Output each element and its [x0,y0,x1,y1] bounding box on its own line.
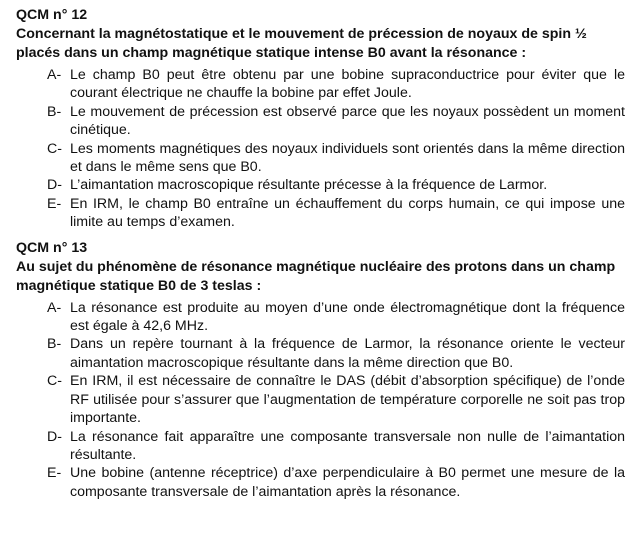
option-letter: D- [47,177,62,194]
option-text: En IRM, le champ B0 entraîne un échauffement du corps humain, ce qui impose une limite au temps d’examen. [70,195,625,231]
qcm-stem: Au sujet du phénomène de résonance magnétique nucléaire des protons dans un champ magnétique statique B0 de 3 teslas : [16,258,616,294]
option-letter: E- [47,465,62,482]
option-b [16,335,625,372]
qcm-title: QCM n° 12 [16,7,88,23]
option-letter: A- [47,67,62,83]
option-e [16,195,625,232]
option-c [16,140,625,177]
option-a [16,66,625,103]
option-text: La résonance est produite au moyen d’une onde électromagnétique dont la fréquence est égale à 42,6 MHz. [70,299,625,335]
option-a [16,299,625,336]
qcm-stem: Concernant la magnétostatique et le mouvement de précession de noyaux de spin ½ placés dans un champ magnétique statique intense B0 avant la résonance : [16,26,587,61]
option-letter: E- [47,195,62,212]
qcm-title: QCM n° 13 [16,239,88,256]
option-text: L’aimantation macroscopique résultante précesse à la fréquence de Larmor. [70,177,548,194]
option-d [16,176,625,194]
option-letter: C- [47,140,62,157]
option-letter: A- [47,299,62,316]
option-b [16,103,625,140]
option-e [16,464,625,501]
option-text: Les moments magnétiques des noyaux individuels sont orientés dans la même direction et dans le même sens que B0. [70,140,625,176]
option-c [16,372,625,427]
option-text: La résonance fait apparaître une composante transversale non nulle de l’aimantation résultante. [70,428,625,463]
option-text: En IRM, il est nécessaire de connaître le DAS (débit d’absorption spécifique) de l’onde RF utilisée pour s’assurer que l’augmentation de température corporelle ne soit pas trop importante. [70,373,625,427]
qcm-12 [16,6,625,232]
option-letter: C- [47,373,62,390]
option-letter: B- [47,336,62,353]
option-letter: D- [47,428,62,445]
option-list [16,299,625,501]
option-list [16,66,625,232]
option-text: Le mouvement de précession est observé parce que les noyaux possèdent un moment cinétique. [70,103,625,139]
option-text: Une bobine (antenne réceptrice) d’axe perpendiculaire à B0 permet une mesure de la composante transversale de l’aimantation après la résonance. [70,465,625,500]
option-text: Le champ B0 peut être obtenu par une bobine supraconductrice pour éviter que le courant électrique ne chauffe la bobine par effet Joule. [70,67,625,102]
qcm-13 [16,239,625,501]
option-letter: B- [47,103,62,120]
option-d [16,428,625,465]
option-text: Dans un repère tournant à la fréquence de Larmor, la résonance oriente le vecteur aimantation macroscopique résultante dans la même direction que B0. [70,336,625,371]
